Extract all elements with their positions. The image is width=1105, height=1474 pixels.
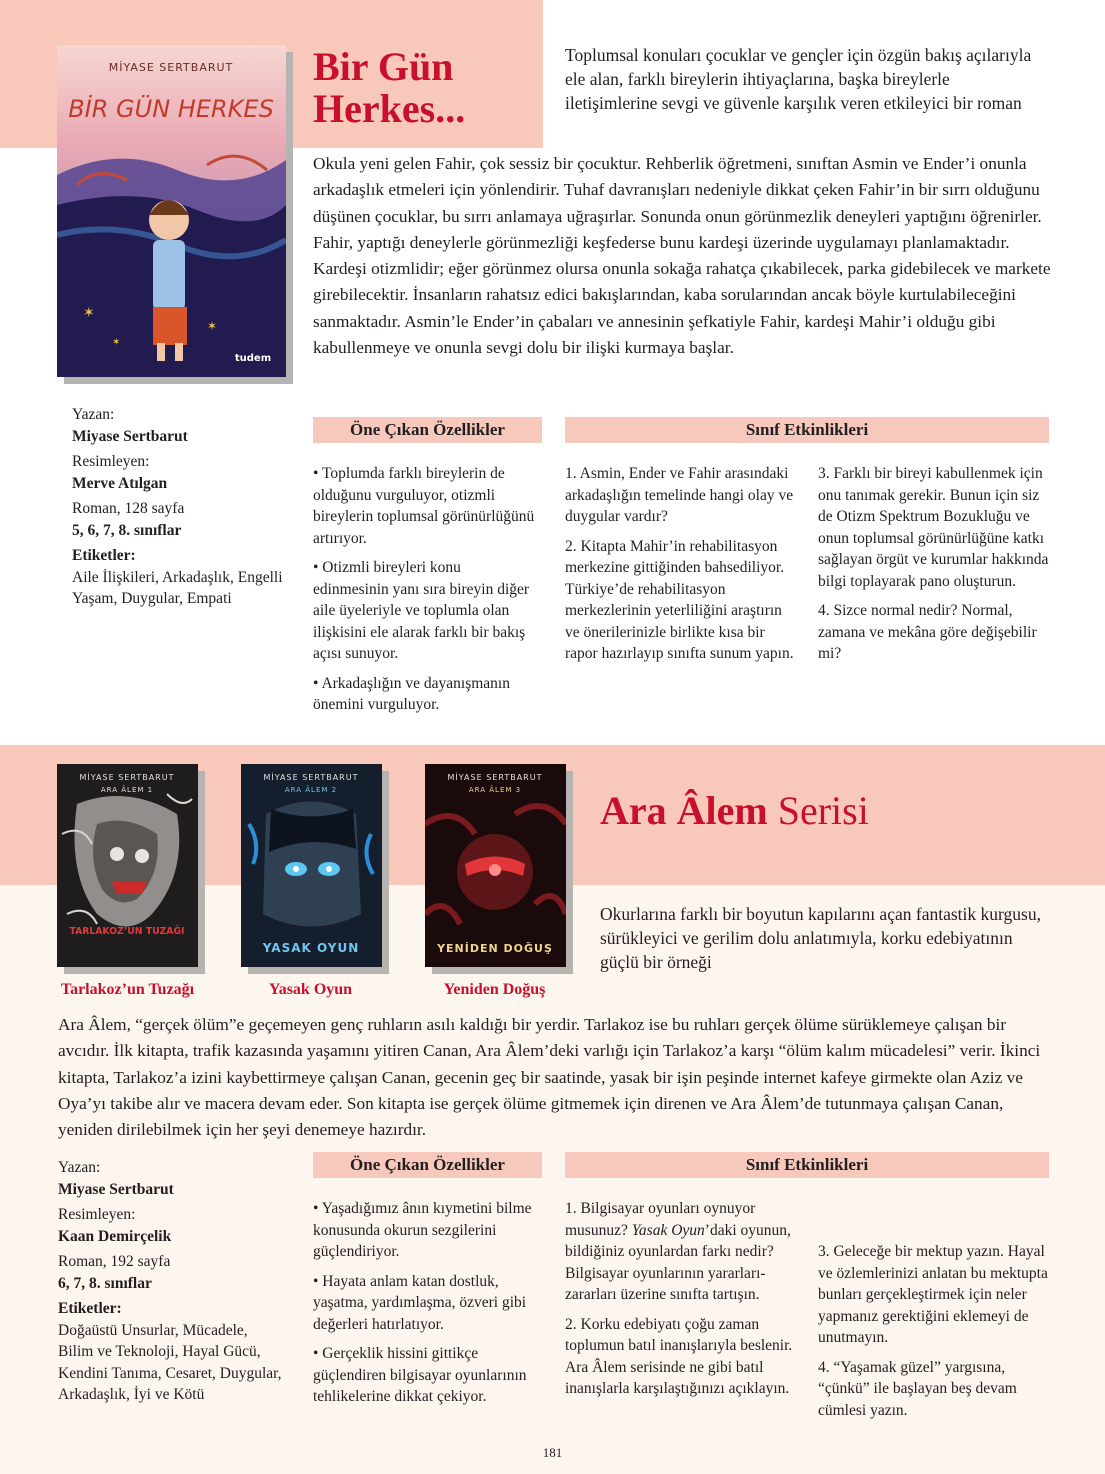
activity-1-book-title: Yasak Oyun [631, 1221, 705, 1239]
book2-activity-item: 4. “Yaşamak güzel” yargısına, “çünkü” ile başlayan beş devam cümlesi yazın. [818, 1358, 1017, 1419]
book2-grades: 6, 7, 8. sınıflar [58, 1274, 152, 1292]
book2-activities-col2 [818, 1241, 1050, 1429]
book1-features [313, 463, 539, 724]
book2-illustrator: Kaan Demirçelik [58, 1227, 172, 1245]
book1-meta [72, 404, 287, 610]
svg-text:✶: ✶ [207, 319, 218, 333]
book1-illustrator: Merve Atılgan [72, 474, 168, 492]
book2-cover-1-caption: Tarlakoz’un Tuzağı [60, 981, 195, 998]
book2-tags-label: Etiketler: [58, 1300, 122, 1317]
book1-feature-item: • Toplumda farklı bireylerin de olduğunu vurguluyor, otizmli bireylerin toplumsal görünürlüğünü artırıyor. [313, 465, 535, 547]
book2-activity-2: 2. Korku edebiyatı çoğu zaman toplumun batıl inanışlarıyla beslenir. Ara Âlem serisinde ne gibi batıl inanışlarla karşılaştığınızı açıklayın. [565, 1315, 793, 1397]
book2-feature-item: • Yaşadığımız ânın kıymetini bilme konusunda okurun sezgilerini güçlendiriyor. [313, 1200, 532, 1260]
book1-cover-publisher: tudem [234, 353, 272, 364]
book2-cover-3 [425, 764, 566, 967]
cover-author: MİYASE SERTBARUT [263, 773, 359, 782]
book2-illustrator-label: Resimleyen: [58, 1206, 136, 1223]
book1-features-heading: Öne Çıkan Özellikler [313, 417, 542, 443]
book2-title [600, 788, 1060, 834]
book1-activities-col2 [818, 463, 1050, 673]
book1-tags-label: Etiketler: [72, 547, 136, 564]
book1-activity-item: 1. Asmin, Ender ve Fahir arasındaki arkadaşlığın temelinde hangi olay ve duygular vardır? [565, 465, 794, 525]
book1-description: Okula yeni gelen Fahir, çok sessiz bir çocuktur. Rehberlik öğretmeni, sınıftan Asmin ve Ender’i onunla arkadaşlık etmeleri için yönlendirir. Tuhaf davranışları nedeniyle dikkat çeken Fahir’in bir sırrı olduğunu düşünen çocuklar, bu sırrı anlamaya uğraşırlar. Sonunda onun görünmezlik deneyleri yaptığını öğrenirler. Fahir, yaptığı deneylerle görünmezliği keşfederse bunu kardeşi üzerinde uygulamayı planlamaktadır. Kardeşi otizmlidir; eğer görünmez olursa onunla sokağa rahatça çıkabilecek, parka gidebilecek ve markete girebilecektir. İnsanların rahatsız edici bakışlarından, kaba sorularından ancak böyle kurtulabileceğini sanmaktadır. Asmin’le Ender’in çabaları ve annesinin şefkatiyle Fahir, kardeşi Mahir’i olduğu gibi kabullenmeye ve onunla sevgi dolu bir ilişki kurmaya başlar. [313, 154, 1051, 358]
book2-author: Miyase Sertbarut [58, 1180, 174, 1198]
cover-title: TARLAKOZ’UN TUZAĞI [69, 926, 194, 937]
book1-cover [57, 45, 286, 377]
book1-title-line1: Bir Gün [313, 44, 454, 89]
cover-title: YENİDEN DOĞUŞ [437, 942, 553, 955]
book1-title-line2: Herkes... [313, 86, 466, 131]
book2-author-label: Yazan: [58, 1159, 101, 1176]
book1-activity-item: 3. Farklı bir bireyi kabullenmek için onu tanımak gerekir. Bunun için siz de Otizm Spektrum Bozukluğu ve onun toplumsal görünürlüğüne katkı sağlayan örgüt ve kurumlar hakkında bilgi toplayarak pano oluşturun. [818, 465, 1049, 590]
book2-cover-1 [57, 764, 198, 967]
book1-activity-item: 2. Kitapta Mahir’in rehabilitasyon merkezine gittiğinden bahsediliyor. Türkiye’de rehabilitasyon merkezlerinin yeterliliğini araştırın ve önerilerinizle birlikte kısa bir rapor hazırlayıp sınıfta sunum yapın. [565, 537, 794, 662]
cover-author: MİYASE SERTBARUT [79, 773, 175, 782]
book2-cover-2-caption: Yasak Oyun [268, 981, 353, 998]
book1-summary: Toplumsal konuları çocuklar ve gençler için özgün bakış açılarıyla ele alan, farklı bireylerin ihtiyaçlarına, başka bireylerle iletişimlerine sevgi ve güvenle karşılık veren etkileyici bir roman [565, 45, 1032, 113]
page-number: 181 [542, 1445, 563, 1460]
cover-series: ARA ÂLEM 3 [468, 786, 522, 794]
book1-activities-col1 [565, 463, 795, 673]
book2-summary: Okurlarına farklı bir boyutun kapılarını açan fantastik kurgusu, sürükleyici ve gerilim dolu anlatımıyla, korku edebiyatının güçlü bir örneği [600, 904, 1041, 972]
activity-1-text: 1. Bilgisayar oyunları oynuyor musunuz? [565, 1200, 756, 1239]
cover-author: MİYASE SERTBARUT [447, 773, 543, 782]
book2-activity-1 [565, 1198, 793, 1306]
book2-features-heading: Öne Çıkan Özellikler [313, 1152, 542, 1178]
book2-format: Roman, 192 sayfa [58, 1253, 171, 1270]
book2-title-bold: Ara Âlem [600, 788, 768, 833]
book2-feature-item: • Hayata anlam katan dostluk, yaşatma, yardımlaşma, özveri gibi değerleri hatırlatıyor. [313, 1272, 527, 1333]
book2-activities-col1 [565, 1198, 793, 1408]
cover-series: ARA ÂLEM 1 [100, 786, 154, 794]
activity-1-text-end: ’daki oyunun, bildiğiniz oyunlardan farkı nedir? Bilgisayar oyunlarının yararları-zararları üzerine sınıfta tartışın. [565, 1221, 791, 1303]
book1-feature-item: • Otizmli bireyleri konu edinmesinin yanı sıra bireyin diğer aile üyeleriyle ve toplumla olan ilişkisini ele alarak farklı bir bakış açısı sunuyor. [313, 559, 530, 662]
book2-feature-item: • Gerçeklik hissini gittikçe güçlendiren bilgisayar oyunlarının tehlikelerine dikkat çekiyor. [313, 1345, 527, 1405]
book1-illustrator-label: Resimleyen: [72, 453, 150, 470]
book2-cover-3-caption: Yeniden Doğuş [443, 981, 546, 998]
book1-grades: 5, 6, 7, 8. sınıflar [72, 521, 182, 539]
book1-format: Roman, 128 sayfa [72, 500, 185, 517]
book1-author: Miyase Sertbarut [72, 427, 188, 445]
book1-cover-title: BİR GÜN HERKES [68, 95, 274, 123]
book1-activity-item: 4. Sizce normal nedir? Normal, zamana ve mekâna göre değişebilir mi? [818, 602, 1037, 662]
book2-title-light: Serisi [767, 788, 869, 833]
book2-cover-2 [241, 764, 382, 967]
book1-activities-heading: Sınıf Etkinlikleri [565, 417, 1049, 443]
book2-tags: Doğaüstü Unsurlar, Mücadele, Bilim ve Teknoloji, Hayal Gücü, Kendini Tanıma, Cesaret, Duygular, Arkadaşlık, İyi ve Kötü [58, 1321, 282, 1403]
book2-activities-heading: Sınıf Etkinlikleri [565, 1152, 1049, 1178]
book1-cover-author: MİYASE SERTBARUT [108, 61, 234, 74]
cover-title: YASAK OYUN [262, 941, 360, 955]
book2-description: Ara Âlem, “gerçek ölüm”e geçemeyen genç ruhların asılı kaldığı bir yerdir. Tarlakoz ise bu ruhları gerçek ölüme sürüklemeye çalışan bir avcıdır. İlk kitapta, trafik kazasında yaşamını yitiren Canan, Ara Âlem’deki varlığı için Tarlakoz’a karşı “ölüm kalım mücadelesi” verir. İkinci kitapta, Tarlakoz’a izini kaybettirmeye çalışan Canan, gecenin geç bir saatinde, yasak bir işin peşinde internet kafeye girmekte olan Aziz ve Oya’yı takibe alır ve macera devam eder. Son kitapta ise gerçek ölüme gitmemek için direnen ve Ara Âlem’de tutunmaya çalışan Canan, yeniden dirilebilmek için her şeyi denemeye hazırdır. [58, 1015, 1041, 1140]
book1-tags: Aile İlişkileri, Arkadaşlık, Engelli Yaşam, Duygular, Empati [72, 568, 283, 607]
svg-text:✶: ✶ [112, 337, 121, 348]
svg-text:✶: ✶ [83, 305, 95, 321]
book2-meta [58, 1157, 283, 1406]
book2-features [313, 1198, 539, 1416]
book1-title [313, 46, 543, 130]
book1-author-label: Yazan: [72, 406, 115, 423]
book2-activity-item: 3. Geleceğe bir mektup yazın. Hayal ve özlemlerinizi anlatan bu mektupta bunları gerçekleştirmek için neler yapmanız gerektiğini eklemeyi de unutmayın. [818, 1243, 1048, 1346]
book1-feature-item: • Arkadaşlığın ve dayanışmanın önemini vurguluyor. [313, 674, 510, 713]
cover-series: ARA ÂLEM 2 [284, 786, 338, 794]
